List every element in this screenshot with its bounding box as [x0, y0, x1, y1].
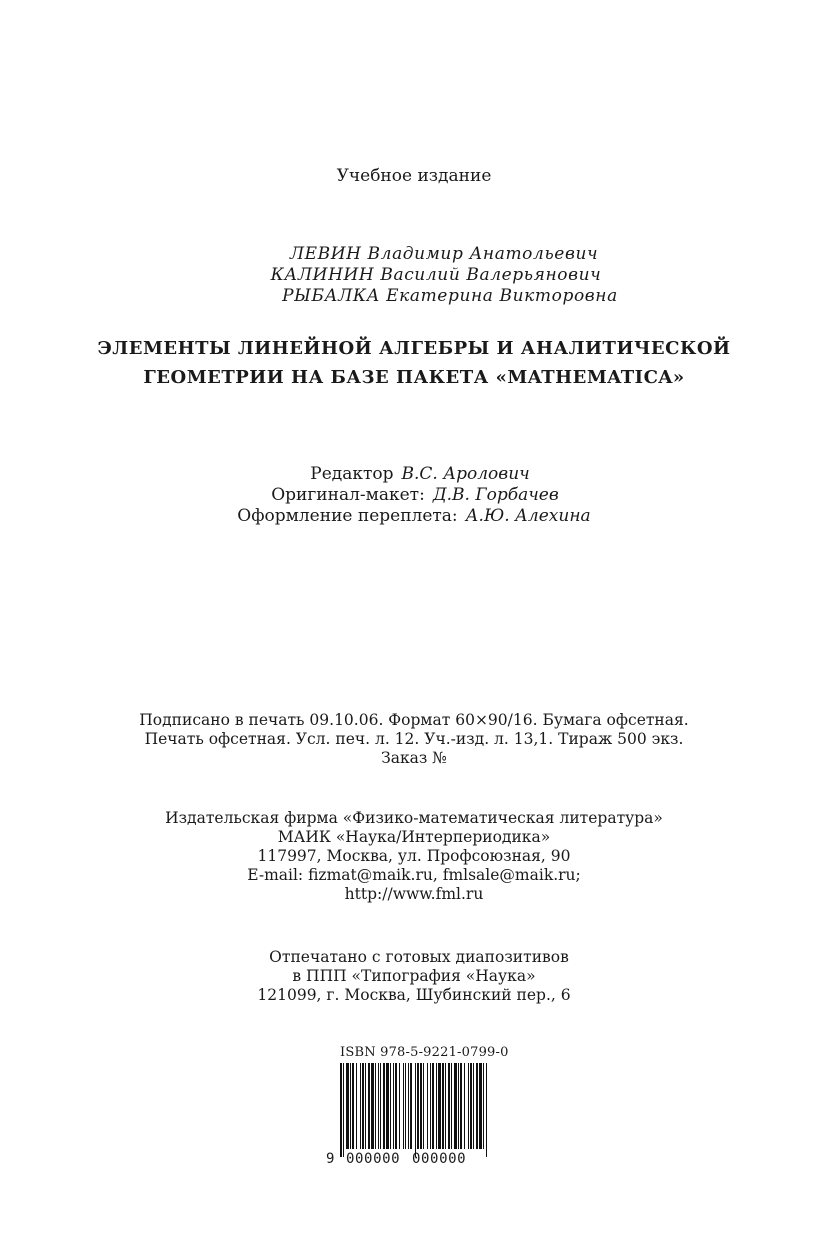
credits-block [0, 464, 828, 527]
barcode [326, 1063, 498, 1171]
edition-type: Учебное издание [336, 166, 492, 186]
print-info-order: Заказ № [381, 749, 447, 767]
barcode-digits-left: 000000 [346, 1151, 401, 1167]
publisher-name: Издательская фирма «Физико-математическая литература» [165, 809, 663, 827]
publisher-email: E-mail: fizmat@maik.ru, fmlsale@maik.ru; [247, 866, 581, 884]
credit-editor [0, 464, 828, 485]
printer-note: Отпечатано с готовых диапозитивов [269, 948, 569, 966]
publisher-parent: МАИК «Наука/Интерпериодика» [277, 828, 551, 846]
author-kalinin: КАЛИНИН Василий Валерьянович [270, 265, 602, 285]
credit-layout [0, 485, 828, 506]
printer-block [0, 948, 828, 1005]
print-info-block [0, 711, 828, 768]
isbn-label: ISBN 978-5-9221-0799-0 [340, 1045, 509, 1060]
author-rybalka: РЫБАЛКА Екатерина Викторовна [282, 286, 618, 306]
print-info-line: Подписано в печать 09.10.06. Формат 60×90/16. Бумага офсетная. [139, 711, 689, 729]
credit-cover-design [0, 506, 828, 527]
publisher-website: http://www.fml.ru [344, 885, 484, 903]
credit-name: В.С. Аролович [401, 464, 530, 484]
credit-role: Редактор [310, 464, 394, 484]
credit-role: Оригинал-макет: [271, 485, 425, 505]
title-line-1: ЭЛЕМЕНТЫ ЛИНЕЙНОЙ АЛГЕБРЫ И АНАЛИТИЧЕСКОЙ [97, 338, 731, 359]
barcode-first-digit: 9 [326, 1151, 335, 1167]
barcode-bars [340, 1063, 488, 1157]
credit-name: Д.В. Горбачев [432, 485, 559, 505]
print-info-line: Печать офсетная. Усл. печ. л. 12. Уч.-изд. л. 13,1. Тираж 500 экз. [144, 730, 684, 748]
publisher-address: 117997, Москва, ул. Профсоюзная, 90 [257, 847, 571, 865]
authors-block [0, 244, 828, 307]
title-line-2: ГЕОМЕТРИИ НА БАЗЕ ПАКЕТА «MATHEMATICA» [143, 367, 685, 388]
credit-role: Оформление переплета: [237, 506, 458, 526]
barcode-digits-right: 000000 [412, 1151, 467, 1167]
printer-name: в ППП «Типография «Наука» [292, 967, 536, 985]
printer-address: 121099, г. Москва, Шубинский пер., 6 [257, 986, 571, 1004]
credit-name: А.Ю. Алехина [465, 506, 591, 526]
author-levin: ЛЕВИН Владимир Анатольевич [289, 244, 599, 264]
book-title [0, 334, 828, 392]
publisher-block [0, 809, 828, 904]
